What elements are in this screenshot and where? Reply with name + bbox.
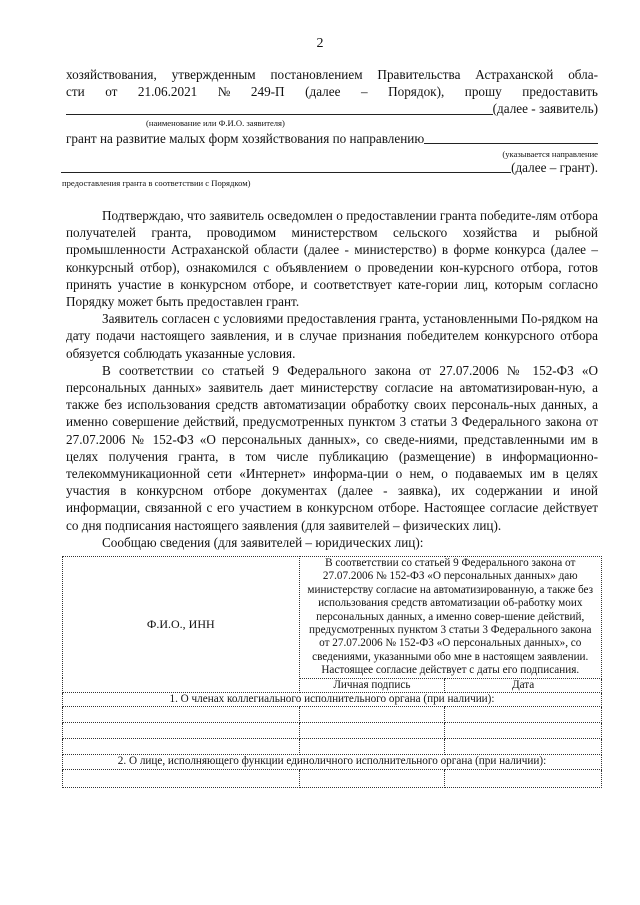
applicant-blank [66, 114, 493, 115]
table-row [63, 693, 602, 707]
table-cell [63, 769, 300, 787]
applicant-line [66, 100, 598, 117]
applicant-suffix: (далее - заявитель) [492, 101, 598, 117]
intro-word: прошу [464, 84, 502, 100]
direction-prefix: грант на развитие малых форм хозяйствования по направлению [66, 130, 425, 146]
grant-blank [61, 172, 511, 173]
grant-line [61, 159, 598, 176]
table-row [63, 739, 602, 755]
intro-word: сти [66, 84, 85, 100]
direction-line [66, 130, 598, 147]
table-row [63, 755, 602, 769]
intro-word: от [105, 84, 118, 100]
intro-word: (далее [305, 84, 341, 100]
fio-inn-header: Ф.И.О., ИНН [63, 557, 300, 693]
paragraph-confirm: Подтверждаю, что заявитель осведомлен о предоставлении гранта победите-лям отбора получателей гранта, проводимом министерством сельского хозяйства и рыбной промышленности Астраханской области (далее - министерство) в форме конкурса (далее – конкурсный отбор), ознакомился с объявлением о проведении кон-курсного отбора, готов принять участие в конкурсном отборе, и соответствует кате-гории лиц, которым согласно Порядку может быть предоставлен грант. [66, 208, 598, 310]
table-row [63, 723, 602, 739]
table-cell [299, 769, 445, 787]
intro-word: – [360, 84, 368, 100]
intro-block [62, 66, 598, 189]
intro-word: 21.06.2021 [137, 84, 198, 100]
table-cell [63, 739, 300, 755]
intro-word: предоставить [522, 84, 598, 100]
paragraph-info-intro: Сообщаю сведения (для заявителей – юридических лиц): [102, 534, 424, 550]
consent-text: В соответствии со статьей 9 Федерального закона от 27.07.2006 № 152-ФЗ «О персональных данных» даю министерству согласие на автоматизированную, а также без использования средств автоматизации об-работку моих персональных данных, а именно совер-шение действий, предусмотренных пунктом 3 статьи 3 Федерального закона от 27.07.2006 № 152-ФЗ «О персональных данных», со сведениями, указанными обо мне в настоящем заявлении. Настоящее согласие действует с даты его подписания. [299, 557, 602, 679]
section-1-heading: 1. О членах коллегиального исполнительного органа (при наличии): [63, 693, 602, 707]
table-cell [63, 707, 300, 723]
intro-word: № [217, 84, 231, 100]
table-cell [299, 739, 445, 755]
intro-word: 249-П [250, 84, 285, 100]
table-cell [445, 707, 602, 723]
section-2-heading: 2. О лице, исполняющего функции единоличного исполнительного органа (при наличии): [63, 755, 602, 769]
table-cell [445, 723, 602, 739]
direction-caption: (указывается направление [502, 148, 598, 159]
direction-blank [424, 143, 598, 144]
intro-line-1: хозяйствования, утвержденным постановлением Правительства Астраханской обла- [66, 67, 598, 82]
table-cell [445, 769, 602, 787]
paragraph-block [66, 207, 598, 551]
table-row [63, 557, 602, 679]
intro-word: Порядок), [388, 84, 445, 100]
table-cell [299, 707, 445, 723]
date-header: Дата [445, 678, 602, 692]
info-table [62, 556, 602, 788]
paragraph-personal-data: В соответствии со статьей 9 Федерального закона от 27.07.2006 № 152-ФЗ «О персональных данных» заявитель дает министерству согласие на автоматизирован-ную, а также без использования средств автоматизации обработку своих персональ-ных данных, а именно совершение действий, предусмотренных пунктом 3 статьи 3 Федерального закона от 27.07.2006 № 152-ФЗ «О персональных данных», со сведе-ниями, представленными им в целях получения гранта, в том числе публикацию (размещение) в информационно-телекоммуникационной сети «Интернет» информа-ции о нем, о подаваемых им в целях участия в конкурсном отборе документах (далее - заявка), их содержании и иной информации, связанной с его участием в конкурсном отборе. Настоящее согласие действует со дня подписания настоящего заявления (для заявителей – физических лиц). [66, 362, 598, 533]
table-cell [445, 739, 602, 755]
table-cell [299, 723, 445, 739]
table-row [63, 769, 602, 787]
intro-line-2 [66, 83, 598, 100]
signature-header: Личная подпись [299, 678, 445, 692]
table-cell [63, 723, 300, 739]
grant-caption: предоставления гранта в соответствии с Порядком) [62, 178, 251, 189]
applicant-caption: (наименование или Ф.И.О. заявителя) [146, 117, 285, 128]
grant-suffix: (далее – грант). [511, 159, 598, 175]
page-number: 2 [316, 36, 324, 51]
table-row [63, 707, 602, 723]
paragraph-agree: Заявитель согласен с условиями предоставления гранта, установленными По-рядком на дату подачи настоящего заявления, и в случае признания победителем конкурсного отбора обязуется соблюдать указанные условия. [66, 311, 598, 361]
